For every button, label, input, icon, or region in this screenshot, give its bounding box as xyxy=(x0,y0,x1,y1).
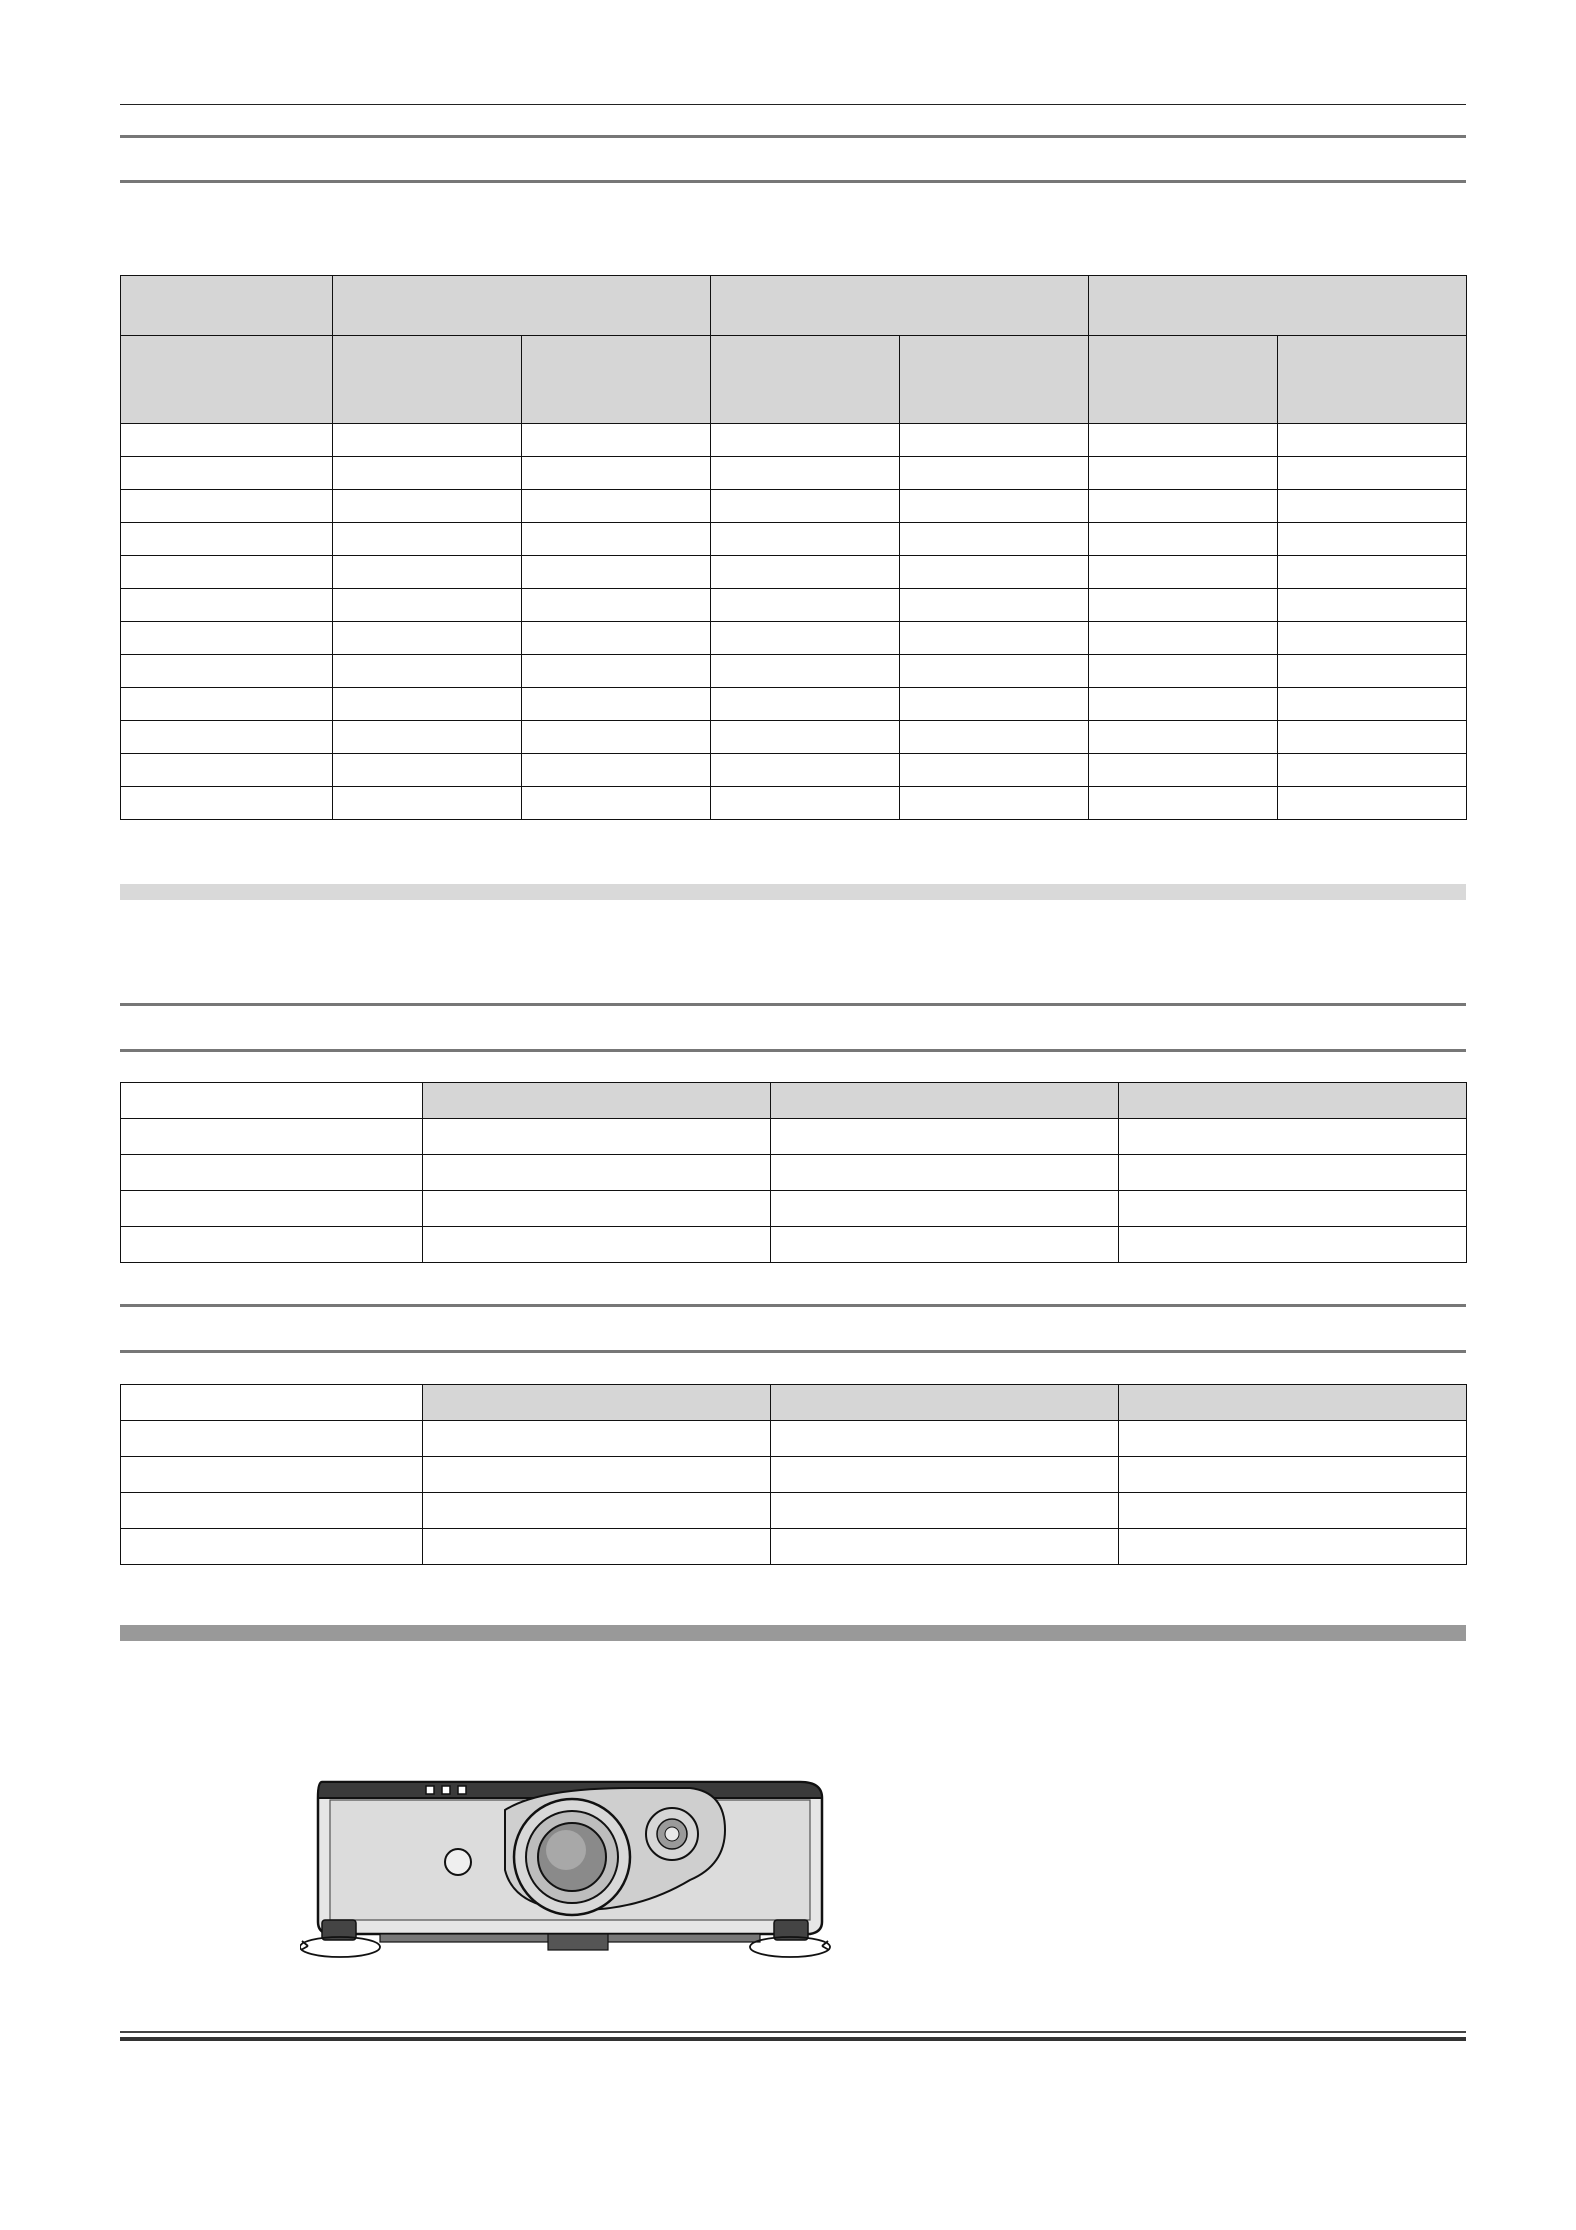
table-row xyxy=(121,1421,1467,1457)
table-cell xyxy=(1278,754,1467,787)
section-band-light xyxy=(120,884,1466,900)
table-header-row xyxy=(121,1385,1467,1421)
table-row xyxy=(121,556,1467,589)
projector-figure xyxy=(300,1770,840,1960)
table-cell xyxy=(121,787,333,820)
table-cell xyxy=(423,1155,771,1191)
table-row xyxy=(121,457,1467,490)
table-cell xyxy=(121,1421,423,1457)
spec-table-a xyxy=(120,1082,1467,1263)
table-cell xyxy=(333,490,522,523)
table-cell xyxy=(423,1529,771,1565)
table-cell xyxy=(711,490,900,523)
table-cell xyxy=(333,721,522,754)
table-cell xyxy=(1278,622,1467,655)
table-cell xyxy=(522,589,711,622)
table-cell xyxy=(900,589,1089,622)
table-cell xyxy=(900,490,1089,523)
table-cell xyxy=(711,721,900,754)
table-row xyxy=(121,754,1467,787)
table-cell xyxy=(711,787,900,820)
table-cell xyxy=(1089,754,1278,787)
table-cell xyxy=(1119,1227,1467,1263)
table-cell xyxy=(333,655,522,688)
table-cell xyxy=(423,1457,771,1493)
table-cell xyxy=(121,688,333,721)
table-cell xyxy=(121,721,333,754)
table-cell xyxy=(121,1119,423,1155)
table-cell xyxy=(423,1493,771,1529)
table-cell xyxy=(333,787,522,820)
table-cell xyxy=(522,424,711,457)
header-cell xyxy=(423,1385,771,1421)
table-cell xyxy=(1278,589,1467,622)
table-row xyxy=(121,1155,1467,1191)
table-cell xyxy=(522,457,711,490)
table-cell xyxy=(1089,721,1278,754)
table-cell xyxy=(522,655,711,688)
table-header-row xyxy=(121,1083,1467,1119)
header-cell xyxy=(1089,276,1467,336)
table-cell xyxy=(711,556,900,589)
table-cell xyxy=(900,754,1089,787)
table-cell xyxy=(711,622,900,655)
table-cell xyxy=(1089,556,1278,589)
header-cell xyxy=(121,336,333,424)
page-footer-rule-top xyxy=(120,2031,1466,2033)
subsection-rule-bottom xyxy=(120,1049,1466,1052)
table-cell xyxy=(522,688,711,721)
table-cell xyxy=(771,1155,1119,1191)
table-cell xyxy=(121,622,333,655)
table-row xyxy=(121,688,1467,721)
header-cell xyxy=(771,1385,1119,1421)
table-cell xyxy=(771,1457,1119,1493)
table-row xyxy=(121,1457,1467,1493)
table-group-header-row xyxy=(121,276,1467,336)
header-cell xyxy=(1119,1385,1467,1421)
table-cell xyxy=(1278,688,1467,721)
table-cell xyxy=(121,1227,423,1263)
table-cell xyxy=(711,589,900,622)
table-cell xyxy=(121,424,333,457)
table-row xyxy=(121,589,1467,622)
table-cell xyxy=(1278,655,1467,688)
table-cell xyxy=(121,556,333,589)
table-cell xyxy=(1278,490,1467,523)
table-cell xyxy=(900,556,1089,589)
table-cell xyxy=(333,622,522,655)
table-cell xyxy=(1278,556,1467,589)
table-cell xyxy=(121,1155,423,1191)
table-cell xyxy=(1278,424,1467,457)
table-cell xyxy=(1278,457,1467,490)
table-row xyxy=(121,1529,1467,1565)
table-cell xyxy=(423,1119,771,1155)
subsection-rule-top xyxy=(120,1304,1466,1307)
table-cell xyxy=(121,1493,423,1529)
table-cell xyxy=(333,424,522,457)
table-cell xyxy=(1119,1457,1467,1493)
table-cell xyxy=(333,589,522,622)
table-cell xyxy=(423,1191,771,1227)
table-cell xyxy=(900,622,1089,655)
table-cell xyxy=(121,754,333,787)
section-title-rule-bottom xyxy=(120,180,1466,183)
table-cell xyxy=(423,1421,771,1457)
table-cell xyxy=(1089,457,1278,490)
table-cell xyxy=(522,787,711,820)
table-cell xyxy=(522,622,711,655)
table-cell xyxy=(771,1493,1119,1529)
table-cell xyxy=(522,556,711,589)
table-cell xyxy=(771,1529,1119,1565)
table-cell xyxy=(1278,523,1467,556)
table-cell xyxy=(1119,1191,1467,1227)
header-cell xyxy=(121,1385,423,1421)
table-cell xyxy=(121,490,333,523)
header-cell xyxy=(771,1083,1119,1119)
table-cell xyxy=(333,556,522,589)
header-cell xyxy=(711,336,900,424)
header-cell xyxy=(522,336,711,424)
table-cell xyxy=(771,1119,1119,1155)
table-row xyxy=(121,787,1467,820)
header-cell xyxy=(333,336,522,424)
table-cell xyxy=(771,1421,1119,1457)
table-cell xyxy=(121,589,333,622)
table-cell xyxy=(333,457,522,490)
table-row xyxy=(121,1191,1467,1227)
table-cell xyxy=(1119,1421,1467,1457)
table-cell xyxy=(333,754,522,787)
table-cell xyxy=(1119,1529,1467,1565)
table-cell xyxy=(121,1529,423,1565)
table-cell xyxy=(423,1227,771,1263)
table-cell xyxy=(1119,1119,1467,1155)
subsection-rule-bottom xyxy=(120,1350,1466,1353)
page-header-rule xyxy=(120,104,1466,105)
table-cell xyxy=(1089,655,1278,688)
table-cell xyxy=(1089,424,1278,457)
table-row xyxy=(121,622,1467,655)
table-cell xyxy=(1278,787,1467,820)
table-cell xyxy=(900,688,1089,721)
table-cell xyxy=(900,523,1089,556)
section-title-rule-top xyxy=(120,135,1466,138)
table-cell xyxy=(1089,622,1278,655)
table-row xyxy=(121,523,1467,556)
table-cell xyxy=(711,457,900,490)
header-cell xyxy=(900,336,1089,424)
table-row xyxy=(121,1119,1467,1155)
table-cell xyxy=(1089,589,1278,622)
page-footer-rule-bottom xyxy=(120,2037,1466,2041)
table-sub-header-row xyxy=(121,336,1467,424)
table-cell xyxy=(121,523,333,556)
table-cell xyxy=(121,655,333,688)
table-cell xyxy=(771,1227,1119,1263)
header-cell xyxy=(121,276,333,336)
table-cell xyxy=(1089,688,1278,721)
table-cell xyxy=(522,523,711,556)
table-row xyxy=(121,1227,1467,1263)
table-cell xyxy=(1089,490,1278,523)
header-cell xyxy=(1119,1083,1467,1119)
table-cell xyxy=(522,721,711,754)
projection-table xyxy=(120,275,1467,820)
table-row xyxy=(121,721,1467,754)
table-cell xyxy=(1278,721,1467,754)
table-cell xyxy=(900,787,1089,820)
table-cell xyxy=(333,523,522,556)
table-cell xyxy=(711,655,900,688)
spec-table-b xyxy=(120,1384,1467,1565)
table-cell xyxy=(333,688,522,721)
table-cell xyxy=(1119,1155,1467,1191)
table-cell xyxy=(711,523,900,556)
table-cell xyxy=(121,457,333,490)
table-cell xyxy=(121,1457,423,1493)
section-band-dark xyxy=(120,1625,1466,1641)
table-cell xyxy=(522,490,711,523)
table-cell xyxy=(711,424,900,457)
table-cell xyxy=(1089,523,1278,556)
table-cell xyxy=(900,424,1089,457)
table-row xyxy=(121,655,1467,688)
table-cell xyxy=(1119,1493,1467,1529)
table-row xyxy=(121,490,1467,523)
header-cell xyxy=(121,1083,423,1119)
header-cell xyxy=(1278,336,1467,424)
table-cell xyxy=(900,457,1089,490)
table-cell xyxy=(121,1191,423,1227)
header-cell xyxy=(711,276,1089,336)
header-cell xyxy=(1089,336,1278,424)
table-cell xyxy=(771,1191,1119,1227)
table-row xyxy=(121,424,1467,457)
table-cell xyxy=(900,655,1089,688)
header-cell xyxy=(423,1083,771,1119)
table-row xyxy=(121,1493,1467,1529)
table-cell xyxy=(522,754,711,787)
projector-feet-icon xyxy=(300,1770,840,1960)
subsection-rule-top xyxy=(120,1003,1466,1006)
table-cell xyxy=(1089,787,1278,820)
table-cell xyxy=(711,688,900,721)
table-cell xyxy=(711,754,900,787)
header-cell xyxy=(333,276,711,336)
table-cell xyxy=(900,721,1089,754)
